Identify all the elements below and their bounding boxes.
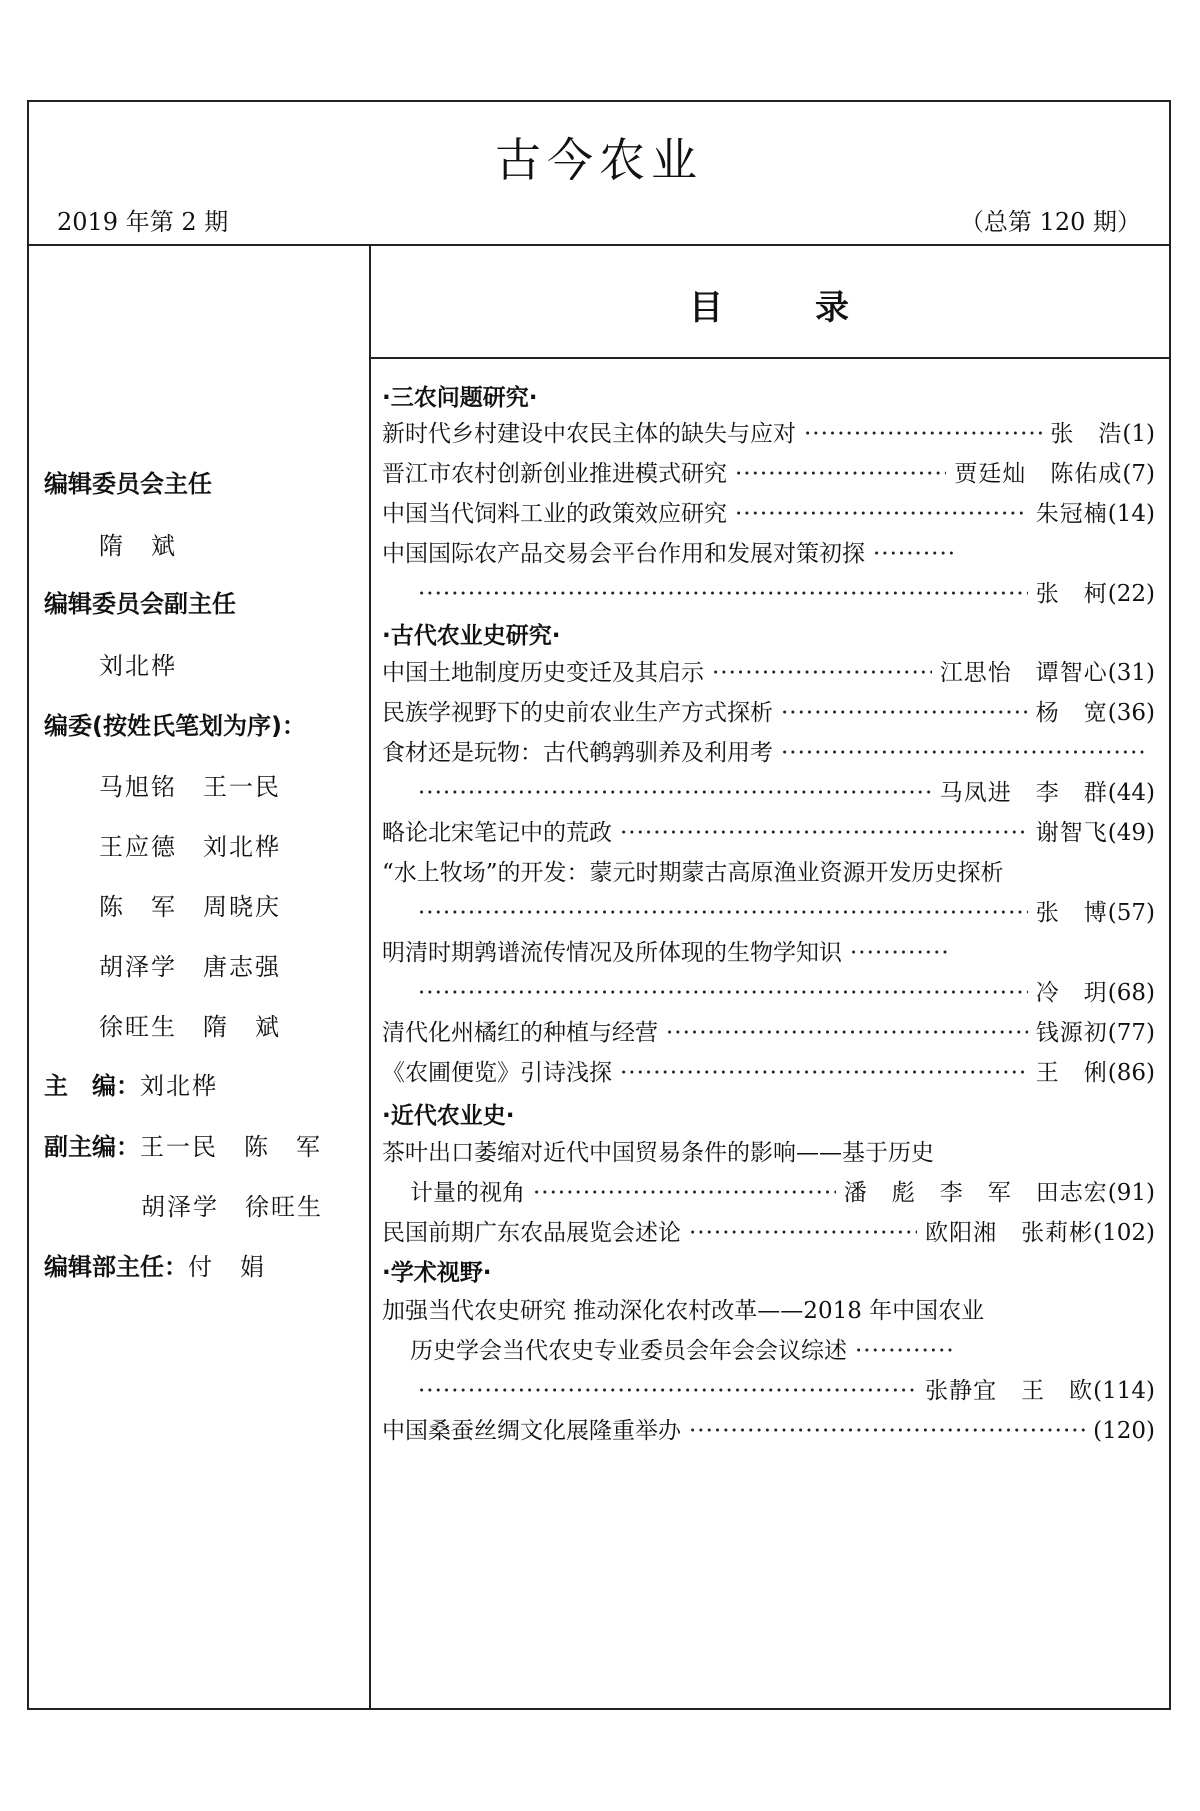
toc-entry-line2[interactable] [382,1174,1155,1208]
toc-section-heading: ·学术视野· [382,1260,492,1286]
toc-entry-line1[interactable] [382,854,1155,888]
toc-entry-page: (68) [1107,980,1155,1006]
toc-section-heading: ·近代农业史· [382,1103,515,1129]
dot-leader [620,1060,1028,1086]
board-deputy-label: 副主编： [44,1133,140,1161]
board-member-row: 陈 军 周晓庆 [99,893,281,921]
toc-entry-page: (31) [1107,660,1155,686]
toc-entry-title: 民族学视野下的史前农业生产方式探析 [382,700,773,726]
toc-entry-title: 中国当代饲料工业的政策效应研究 [382,501,727,527]
toc-entry-page: (91) [1107,1180,1155,1206]
toc-entry-page: (102) [1093,1220,1155,1246]
toc-heading-char-1: 目 [689,288,723,328]
toc-entry-title: 中国桑蚕丝绸文化展隆重举办 [382,1418,681,1444]
dot-leader [735,501,1028,527]
board-office-name: 付 娟 [188,1253,266,1281]
toc-entry[interactable] [382,1214,1155,1248]
dot-leader [418,900,1028,926]
board-vice-chief-name: 刘北桦 [99,652,177,680]
dot-leader [689,1418,1085,1444]
toc-entry-title: 明清时期鹑谱流传情况及所体现的生物学知识 [382,940,842,966]
dot-leader [533,1180,836,1206]
toc-entry-page: (44) [1107,780,1155,806]
toc-section-heading: ·三农问题研究· [382,385,538,411]
toc-entry[interactable] [382,654,1155,688]
toc-entry[interactable] [382,814,1155,848]
dot-leader [620,820,1028,846]
toc-entry-title: 《农圃便览》引诗浅探 [382,1060,612,1086]
toc-entry-line1[interactable] [382,535,1095,569]
toc-entry-title: 略论北宋笔记中的荒政 [382,820,612,846]
toc-entry-page: (7) [1122,461,1155,487]
journal-title: 古今农业 [495,133,703,187]
board-editor-name: 刘北桦 [140,1072,218,1100]
board-chief-name: 隋 斌 [99,532,177,560]
board-members-label: 编委(按姓氏笔划为序)： [44,712,306,740]
board-member-row: 胡泽学 唐志强 [99,953,281,981]
toc-heading-char-2: 录 [815,288,849,328]
dot-leader [804,421,1042,447]
toc-entry-author: 钱源初 [1035,1020,1108,1046]
toc-entry-author: 朱冠楠 [1035,501,1108,527]
dot-leader [418,980,1028,1006]
board-deputy-names: 王一民 陈 军 [140,1133,322,1161]
board-member-row: 王应德 刘北桦 [99,833,281,861]
toc-entry-author: 谢智飞 [1035,820,1108,846]
toc-entry[interactable] [382,455,1155,489]
toc-entry-title: 茶叶出口萎缩对近代中国贸易条件的影响——基于历史 [382,1140,934,1166]
toc-entry-author: 张静宜 王 欧 [925,1378,1094,1404]
toc-entry[interactable] [382,694,1155,728]
toc-entry-page: (114) [1093,1378,1155,1404]
toc-entry-page: (14) [1107,501,1155,527]
toc-entry-page: (77) [1107,1020,1155,1046]
dot-leader [735,461,946,487]
toc-entry-line1[interactable] [382,1134,1155,1168]
toc-entry-author: 江思怡 谭智心 [939,660,1108,686]
dot-leader [873,541,953,567]
dot-leader [418,1378,917,1404]
toc-entry-line2[interactable] [382,974,1155,1008]
toc-entry-page: (49) [1107,820,1155,846]
toc-entry-line1[interactable] [382,1292,1155,1326]
toc-entry-page: (86) [1107,1060,1155,1086]
page-frame [27,100,1171,1710]
toc-entry-title: 加强当代农史研究 推动深化农村改革——2018 年中国农业 [382,1298,985,1324]
dot-leader [666,1020,1028,1046]
toc-entry-title-cont: 计量的视角 [410,1180,525,1206]
issue-total: （总第 120 期） [959,208,1141,236]
toc-entry[interactable] [382,1014,1155,1048]
board-chief-label: 编辑委员会主任 [44,470,212,498]
toc-entry-line2[interactable] [382,575,1155,609]
dot-leader [418,581,1028,607]
board-editor-label: 主 编： [44,1072,140,1100]
toc-entry-line2[interactable] [382,894,1155,928]
toc-entry[interactable] [382,1412,1155,1446]
column-divider [369,244,371,1708]
toc-entry-author: 张 柯 [1035,581,1108,607]
toc-entry-title: “水上牧场”的开发：蒙元时期蒙古高原渔业资源开发历史探析 [382,860,1004,886]
toc-entry-page: (120) [1093,1418,1155,1444]
toc-entry-page: (57) [1107,900,1155,926]
toc-entry-page: (1) [1122,421,1155,447]
board-office-label: 编辑部主任： [44,1253,188,1281]
board-deputy [44,1127,322,1162]
toc-heading-divider [369,357,1169,359]
toc-entry-page: (36) [1107,700,1155,726]
toc-entry-author: 张 博 [1035,900,1108,926]
dot-leader [689,1220,917,1246]
toc-entry-author: 潘 彪 李 军 田志宏 [843,1180,1108,1206]
toc-entry-title-cont: 历史学会当代农史专业委员会年会会议综述 [410,1338,847,1364]
toc-entry[interactable] [382,415,1155,449]
toc-section-heading: ·古代农业史研究· [382,623,561,649]
board-member-row: 马旭铭 王一民 [99,773,281,801]
toc-entry-line3[interactable] [382,1372,1155,1406]
toc-entry-title: 清代化州橘红的种植与经营 [382,1020,658,1046]
toc-entry-title: 民国前期广东农品展览会述论 [382,1220,681,1246]
toc-entry-title: 中国土地制度历史变迁及其启示 [382,660,704,686]
toc-entry-line1[interactable] [382,934,1095,968]
toc-entry-author: 冷 玥 [1035,980,1108,1006]
toc-entry-author: 贾廷灿 陈佑成 [954,461,1123,487]
toc-entry[interactable] [382,495,1155,529]
toc-entry-author: 马凤进 李 群 [939,780,1108,806]
board-office [44,1247,266,1282]
board-member-row: 徐旺生 隋 斌 [99,1013,281,1041]
toc-entry-author: 杨 宽 [1035,700,1108,726]
board-deputy-names-2: 胡泽学 徐旺生 [141,1193,323,1221]
toc-entry[interactable] [382,1054,1155,1088]
toc-entry-title: 新时代乡村建设中农民主体的缺失与应对 [382,421,796,447]
dot-leader [712,660,932,686]
dot-leader [781,700,1028,726]
issue-number: 2019 年第 2 期 [57,208,229,236]
dot-leader [418,780,932,806]
toc-entry-page: (22) [1107,581,1155,607]
toc-entry-line2[interactable] [382,774,1155,808]
toc-heading [369,280,1169,329]
dot-leader [850,940,950,966]
header-divider [29,244,1169,246]
toc-entry-author: 王 俐 [1035,1060,1108,1086]
dot-leader [855,1338,955,1364]
dot-leader [781,740,1147,766]
toc-entry-line2[interactable] [382,1332,1095,1366]
toc-entry-title: 食材还是玩物：古代鹌鹑驯养及利用考 [382,740,773,766]
toc-entry-line1[interactable] [382,734,1155,768]
toc-entry-author: 张 浩 [1050,421,1123,447]
board-editor [44,1066,218,1101]
toc-entry-author: 欧阳湘 张莉彬 [925,1220,1094,1246]
toc-entry-title: 中国国际农产品交易会平台作用和发展对策初探 [382,541,865,567]
toc-entry-title: 晋江市农村创新创业推进模式研究 [382,461,727,487]
board-vice-chief-label: 编辑委员会副主任 [44,590,236,618]
